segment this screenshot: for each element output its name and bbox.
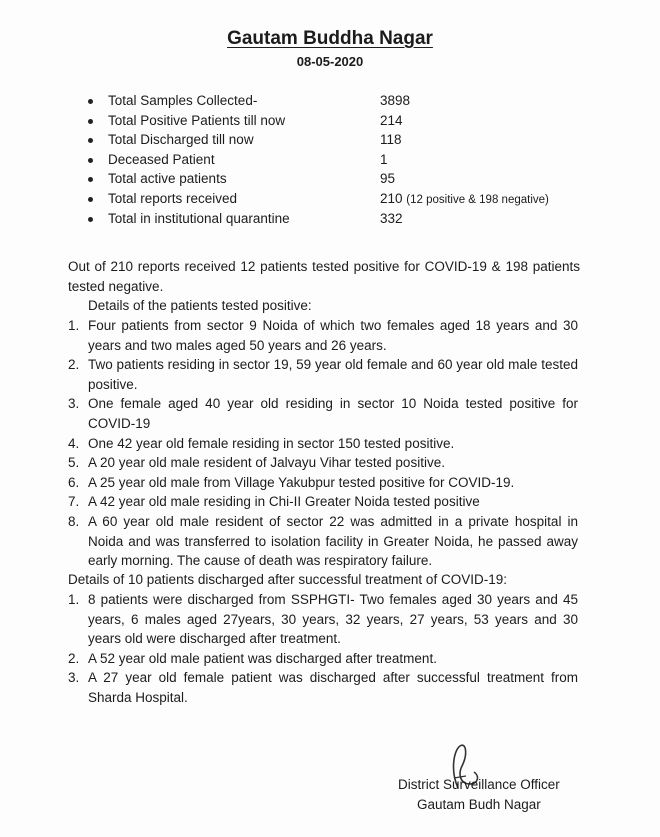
item-number: 8. [68,513,80,529]
item-number: 2. [68,650,80,666]
stat-row [88,190,608,210]
item-text: A 27 year old female patient was discharged after successful treatment from Sharda Hospital. [88,670,578,705]
stat-row [88,92,608,112]
stat-value: 95 [380,171,396,187]
stat-value: 3898 [380,93,411,108]
bullet-icon [88,158,93,163]
document-title: Gautam Buddha Nagar [227,28,433,49]
item-text: A 52 year old male patient was discharged after treatment. [88,650,437,666]
item-text: 8 patients were discharged from SSPHGTI- Two females aged 30 years and 45 years, 6 males aged 27years, 30 years, 32 years, 27 years, 53 years and 30 years old were discharged after treatment. [88,592,578,647]
item-text: Two patients residing in sector 19, 59 year old female and 60 year old male tested positive. [88,357,578,392]
stat-value: 332 [380,210,403,226]
positive-heading: Details of the patients tested positive: [88,298,312,313]
stat-label: Total Discharged till now [108,132,254,148]
stat-row [88,210,608,230]
item-number: 1. [68,592,80,607]
stat-label: Total active patients [108,171,227,187]
bullet-icon [88,197,93,202]
signature-location: Gautam Budh Nagar [416,797,541,812]
stat-label: Total reports received [108,190,238,206]
item-number: 2. [68,357,80,373]
stat-value [380,191,549,206]
item-number: 4. [68,435,80,451]
item-number: 3. [68,670,80,686]
item-number: 3. [68,396,80,412]
list-item [68,394,578,433]
bullet-icon [88,138,93,143]
discharged-heading: Details of 10 patients discharged after successful treatment of COVID-19: [68,572,507,587]
stat-value: 1 [380,151,388,167]
list-item [68,668,578,707]
stat-value: 118 [380,132,402,148]
item-text: One female aged 40 year old residing in sector 10 Noida tested positive for COVID-19 [88,396,578,431]
list-item [68,512,578,571]
item-text: A 42 year old male residing in Chi-II Greater Noida tested positive [88,494,480,510]
signature-title: District Surveillance Officer [398,777,560,792]
stat-row [88,151,608,171]
item-text: Four patients from sector 9 Noida of which two females aged 18 years and 30 years and two males aged 50 years and 26 years. [88,318,578,353]
list-item [68,434,578,454]
item-number: 1. [68,318,80,333]
stat-label: Total Positive Patients till now [108,112,286,128]
bullet-icon [88,177,93,182]
stat-row [88,131,608,151]
stats-list [88,92,608,229]
item-number: 5. [68,455,80,471]
signature-block [398,775,560,815]
bullet-icon [88,119,93,124]
item-text: A 20 year old male resident of Jalvayu Vihar tested positive. [88,455,445,471]
list-item [68,492,578,512]
list-item [68,316,578,355]
item-text: A 25 year old male from Village Yakubpur tested positive for COVID-19. [88,474,515,490]
list-item [68,355,578,394]
intro-paragraph: Out of 210 reports received 12 patients tested positive for COVID-19 & 198 patients tested negative. [68,259,580,294]
list-item [68,453,578,473]
stat-row [88,170,608,190]
stat-number: 210 [380,190,403,206]
stat-row [88,112,608,132]
stat-note: (12 positive & 198 negative) [406,193,549,206]
stat-label: Total Samples Collected- [108,93,258,108]
bullet-icon [88,217,93,222]
stat-value: 214 [380,112,403,128]
positive-list [68,316,578,571]
item-text: One 42 year old female residing in sector 150 tested positive. [88,435,455,451]
document-date: 08-05-2020 [296,54,364,69]
stat-label: Deceased Patient [108,151,215,167]
list-item [68,590,578,649]
item-number: 6. [68,474,80,490]
list-item [68,473,578,493]
discharged-list [68,590,578,708]
list-item [68,649,578,669]
item-number: 7. [68,494,80,510]
stat-label: Total in institutional quarantine [108,210,290,226]
bullet-icon [88,99,93,104]
item-text: A 60 year old male resident of sector 22 was admitted in a private hospital in Noida and was transferred to isolation facility in Greater Noida, he passed away early morning. The cause of death was respiratory failure. [88,513,578,569]
